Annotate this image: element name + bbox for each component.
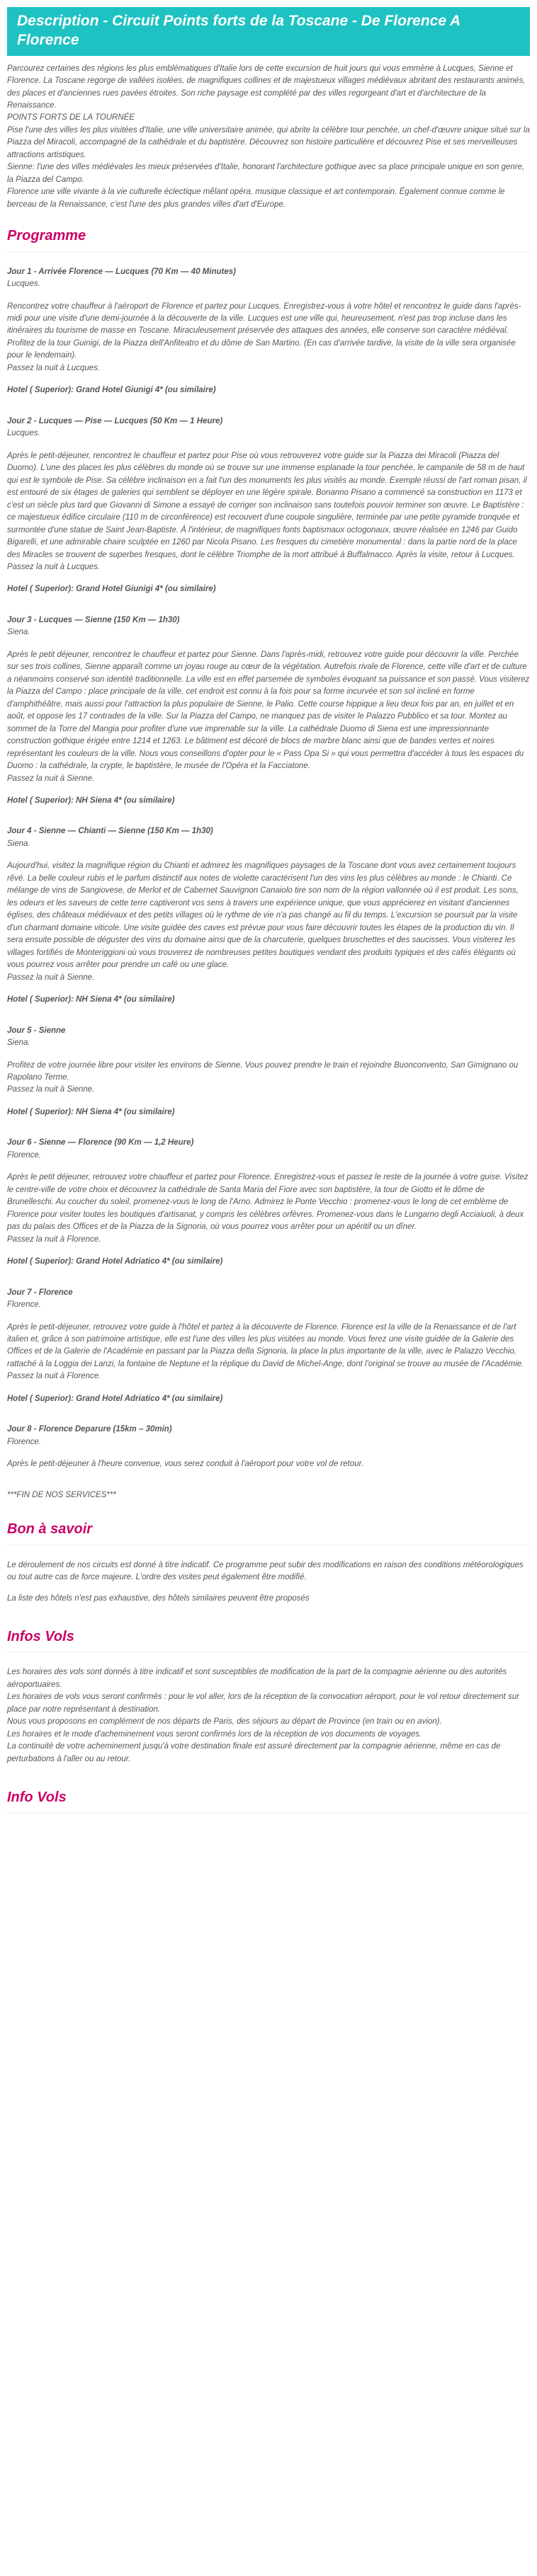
day-hotel: Hotel ( Superior): Grand Hotel Adriatico 4* (ou similaire) (7, 1394, 223, 1403)
day-title: Jour 2 - Lucques — Pise — Lucques (50 Km — 1 Heure) (7, 416, 223, 425)
day-hotel: Hotel ( Superior): NH Siena 4* (ou similaire) (7, 796, 175, 806)
intro-paragraph: Pise l'une des villes les plus visitées d'Italie, une ville universitaire animée, qui abrite la célèbre tour penchée, un chef-d'œuvre unique situé sur la Piazza del Miracoli, accompagné de la cathédrale et du baptistère. Découvrez son histoire particulière et découvrez Pise et ses merveilleuses attractions artistiques. (7, 125, 530, 159)
day-paragraph: Profitez de votre journée libre pour visiter les environs de Sienne. Vous pouvez prendre le train et rejoindre Buonconvento, San Gimignano ou Rapolano Terme. (7, 1060, 519, 1082)
day-hotel: Hotel ( Superior): NH Siena 4* (ou similaire) (7, 1107, 175, 1116)
day-8 (7, 1424, 530, 1470)
day-title: Jour 6 - Sienne — Florence (90 Km — 1,2 Heure) (7, 1138, 194, 1147)
day-paragraph: Après le petit déjeuner, retrouvez votre chauffeur et partez pour Florence. Enregistrez-vous et passez le reste de la journée à votre guise. Visitez le centre-ville de votre choix et découvrez la cathédrale de Santa Maria del Fiore avec son baptistère, la tour de Giotto et le dôme de Brunelleschi. Au coucher du soleil, promenez-vous le long de l'Arno. Admirez le Ponte Vecchio : promenez-vous le long de cet emblème de Florence pour visiter toutes les boutiques d'artisanat, y compris les célèbres orfèvres. Promenez-vous dans le Lungarno degli Acciaiuoli, à deux pas du palais des Offices et de la Piazza de la Signoria, où vous pourrez vous arrêter pour un apéritif ou un dîner. (7, 1173, 528, 1232)
day-title: Jour 1 - Arrivée Florence — Lucques (70 Km — 40 Minutes) (7, 267, 236, 276)
day-hotel: Hotel ( Superior): Grand Hotel Adriatico 4* (ou similaire) (7, 1257, 223, 1266)
page (7, 0, 530, 1814)
intro-paragraph: Sienne: l'une des villes médiévales les mieux préservées d'Italie, honorant l'architecture gothique avec sa place principale unique en son genre, la Piazza del Campo. (7, 163, 525, 184)
day-title: Jour 8 - Florence Deparure (15km – 30min) (7, 1425, 172, 1434)
infos-vols (7, 1666, 530, 1765)
day-description (7, 649, 530, 785)
day-description (7, 1172, 530, 1246)
day-overnight: Passez la nuit à Florence. (7, 1372, 101, 1381)
bon-a-savoir-heading: Bon à savoir (7, 1518, 530, 1545)
end-of-services: ***FIN DE NOS SERVICES*** (7, 1490, 116, 1499)
info-vols-heading: Info Vols (7, 1787, 530, 1813)
programme-heading: Programme (7, 225, 530, 251)
day-hotel: Hotel ( Superior): Grand Hotel Giunigi 4* (ou similaire) (7, 386, 216, 395)
day-paragraph: Après le petit-déjeuner, rencontrez le chauffeur et partez pour Pise où vous retrouverez votre guide sur la Piazza dei Miracoli (Piazza del Duomo). L'une des places les plus célèbres du monde où se trouve sur une immense esplanade la tour penchée, le campanile de 58 m de haut qui est le symbole de Pise. Sa célèbre inclinaison en a fait l'un des monuments les plus visités au monde. Exemple réussi de l'art roman pisan, il est entouré de six étages de galeries qui semblent se déployer en une légère spirale. Bonanno Pisano a commencé sa construction en 1173 et c'est un siècle plus tard que Giovanni di Simone a essayé de corriger son inclinaison sans toutefois pouvoir terminer son œuvre. Le Baptistère : ce majestueux édifice circulaire (110 m de circonférence) est recouvert d'une coupole singulière, terminée par une petite pyramide tronquée et surmontée d'une statue de Saint Jean-Baptiste. À l'intérieur, de magnifiques fonts baptismaux octogonaux, œuvre réalisée en 1246 par Guido Bigarelli, et une admirable chaire sculptée en 1260 par Nicola Pisano. Les fresques du cimetière monumental : dans la partie nord de la place des Miracles se trouvent de superbes fresques, dont le célèbre Triomphe de la mort attribué à Buffalmacco. Après la visite, retour à Lucques. (7, 451, 527, 559)
intro-paragraph: Florence une ville vivante à la vie culturelle éclectique mêlant opéra, musique classique et art contemporain. Également connue comme le berceau de la Renaissance, c'est l'une des plus grandes villes d'art d'Europe. (7, 188, 505, 209)
day-2 (7, 416, 530, 596)
info-paragraph: La liste des hôtels n'est pas exhaustive, des hôtels similaires peuvent être proposés (7, 1593, 310, 1603)
day-hotel: Hotel ( Superior): NH Siena 4* (ou similaire) (7, 995, 175, 1004)
day-overnight: Passez la nuit à Sienne. (7, 774, 95, 783)
day-overnight: Passez la nuit à Florence. (7, 1235, 101, 1244)
info-paragraph: Les horaires de vols vous seront confirmés : pour le vol aller, lors de la réception de la convocation aéroport, pour le vol retour directement sur place par notre représentant à destination. (7, 1693, 519, 1714)
intro-highlights-heading: POINTS FORTS DE LA TOURNÉE (7, 113, 135, 122)
day-title: Jour 3 - Lucques — Sienne (150 Km — 1h30) (7, 615, 180, 624)
day-city: Lucques. (7, 429, 40, 438)
day-city: Siena. (7, 839, 30, 848)
day-city: Florence. (7, 1150, 41, 1160)
day-description (7, 301, 530, 375)
day-paragraph: Aujourd'hui, visitez la magnifique région du Chianti et admirez les magnifiques paysages de la Toscane dont vous avez certainement toujours rêvé. La belle couleur rubis et le parfum distinctif aux notes de violette caractérisent l'un des vins les plus célèbres au monde : le Chianti. Ce mélange de vins de Sangiovese, de Merlot et de Cabernet Sauvignon Canaiolo tire son nom de la région vallonnée où il est produit. Les sons, les odeurs et les saveurs de cette terre captiveront vos sens à travers une expérience unique, que vous apprécierez en visitant d'anciennes églises, des châteaux médiévaux et des petits villages où le rythme de vie n'a pas changé au fil du temps. L'excursion se poursuit par la visite d'un charmant domaine viticole. Une visite guidée des caves est prévue pour vous faire découvrir toutes les étapes de la production du vin. Il sera ensuite possible de déguster des vins du domaine ainsi que de la charcuterie, quelques bruschettes et des saucisses. Vous visiterez les villages fortifiés de Monteriggioni où vous trouverez de nombreuses petites boutiques vendant des produits typiques et des cafés élégants où vous pourrez vous arrêter pour prendre un café ou une glace. (7, 861, 519, 970)
day-6 (7, 1137, 530, 1268)
bon-a-savoir (7, 1559, 530, 1605)
info-paragraph: Les horaires et le mode d'acheminement vous seront confirmés lors de la réception de vos documents de voyages. (7, 1729, 422, 1739)
info-paragraph: Les horaires des vols sont donnés à titre indicatif et sont susceptibles de modification de la part de la compagnie aérienne ou des autorités aéroportuaires. (7, 1668, 507, 1689)
day-7 (7, 1287, 530, 1406)
day-paragraph: Après le petit-déjeuner à l'heure convenue, vous serez conduit à l'aéroport pour votre vol de retour. (7, 1460, 364, 1469)
day-overnight: Passez la nuit à Sienne. (7, 1085, 95, 1094)
day-description (7, 1322, 530, 1383)
day-title: Jour 4 - Sienne — Chianti — Sienne (150 Km — 1h30) (7, 827, 213, 836)
day-city: Lucques. (7, 280, 40, 289)
day-paragraph: Après le petit-déjeuner, retrouvez votre guide à l'hôtel et partez à la découverte de Florence. Florence est la ville de la Renaissance et de l'art italien et, grâce à son patrimoine artistique, elle est l'une des villes les plus visitées au monde. Vous ferez une visite guidée de la Galerie des Offices et de la Galerie de l'Académie en passant par la Piazza della Signoria, la place la plus importante de la ville, avec le Palazzo Vecchio, rattaché à la Loggia dei Lanzi, la fontaine de Neptune et la réplique du David de Michel-Ange, dont l'original se trouve au musée de l'Académie. (7, 1322, 524, 1368)
day-city: Siena. (7, 628, 30, 637)
infos-vols-heading: Infos Vols (7, 1626, 530, 1652)
day-title: Jour 7 - Florence (7, 1288, 73, 1297)
day-description (7, 1458, 530, 1470)
intro (7, 63, 530, 212)
day-overnight: Passez la nuit à Lucques. (7, 562, 101, 571)
day-city: Florence. (7, 1437, 41, 1446)
info-paragraph: Le déroulement de nos circuits est donné à titre indicatif. Ce programme peut subir des modifications en raison des conditions météorologiques ou tout autre cas de force majeure. L'ordre des visites peut également être modifié. (7, 1560, 524, 1582)
day-3 (7, 614, 530, 808)
day-description (7, 860, 530, 984)
day-paragraph: Rencontrez votre chauffeur à l'aéroport de Florence et partez pour Lucques. Enregistrez-vous à votre hôtel et rencontrez le guide dans l'après-midi pour une visite d'une demi-journée à la découverte de la ville. Lucques est une ville qui, heureusement, n'est pas trop incluse dans les itinéraires du tourisme de masse en Toscane. Miraculeusement préservée des attaques des années, elle conserve son caractère médiéval. Profitez de la tour Guinigi, de la Piazza dell'Anfiteatro et du dôme de San Martino. (En cas d'arrivée tardive, la visite de la ville sera organisée pour le lendemain). (7, 302, 521, 360)
day-description (7, 1060, 530, 1097)
info-paragraph: La continuité de votre acheminement jusqu'à votre destination finale est assuré directement par la compagnie aérienne, même en cas de perturbations à l'aller ou au retour. (7, 1742, 501, 1763)
page-title: Description - Circuit Points forts de la Toscane - De Florence A Florence (7, 7, 530, 56)
info-paragraph: Nous vous proposons en complément de nos départs de Paris, des séjours au départ de Province (en train ou en avion). (7, 1717, 442, 1727)
day-1 (7, 266, 530, 397)
day-city: Florence. (7, 1300, 41, 1310)
day-title: Jour 5 - Sienne (7, 1026, 66, 1035)
programme (7, 266, 530, 1502)
day-4 (7, 825, 530, 1006)
day-description (7, 450, 530, 574)
day-5 (7, 1025, 530, 1119)
day-overnight: Passez la nuit à Sienne. (7, 973, 95, 982)
day-overnight: Passez la nuit à Lucques. (7, 363, 101, 372)
day-hotel: Hotel ( Superior): Grand Hotel Giunigi 4* (ou similaire) (7, 585, 216, 594)
day-city: Siena. (7, 1038, 30, 1048)
day-paragraph: Après le petit déjeuner, rencontrez le chauffeur et partez pour Sienne. Dans l'après-midi, retrouvez votre guide pour découvrir la ville. Perchée sur ses trois collines, Sienne apparaît comme un joyau rouge au cœur de la végétation. Autrefois rivale de Florence, cette ville d'art et de culture a néanmoins conservé son identité traditionnelle. La ville est en effet parsemée de symboles évoquant sa puissance et son passé. Vous visiterez la Piazza del Campo : place principale de la ville, cet endroit est connu à la fois pour sa forme incurvée et son sol incliné en forme d'amphithéâtre, mais aussi pour l'attraction la plus populaire de Sienne, le Palio. Cette course hippique a lieu deux fois par an, en juillet et en août, et oppose les 17 contrades de la ville. Sur la Piazza del Campo, ne manquez pas de visiter le Palazzo Pubblico et sa tour. Montez au sommet de la Torre del Mangia pour profiter d'une vue imprenable sur la ville. La cathédrale Duomo di Siena est une impressionnante construction gothique érigée entre 1214 et 1263. Le bâtiment est décoré de blocs de marbre blanc ainsi que de bandes vertes et noires représentant les couleurs de la ville. Nous vous conseillons d'opter pour le « Pass Opa Si » qui vous permettra d'accéder à tous les espaces du Duomo : la cathédrale, la crypte, le baptistère, le musée de l'Opéra et la Facciatone. (7, 650, 530, 771)
intro-paragraph: Parcourez certaines des régions les plus emblématiques d'Italie lors de cette excursion de huit jours qui vous emmène à Lucques, Sienne et Florence. La Toscane regorge de vallées isolées, de magnifiques collines et de majestueux villages médiévaux abritant des restaurants animés, des places et d'anciennes rues pavées étroites. Son riche paysage est complété par des villes regorgeant d'art et d'architecture de la Renaissance. (7, 64, 526, 110)
